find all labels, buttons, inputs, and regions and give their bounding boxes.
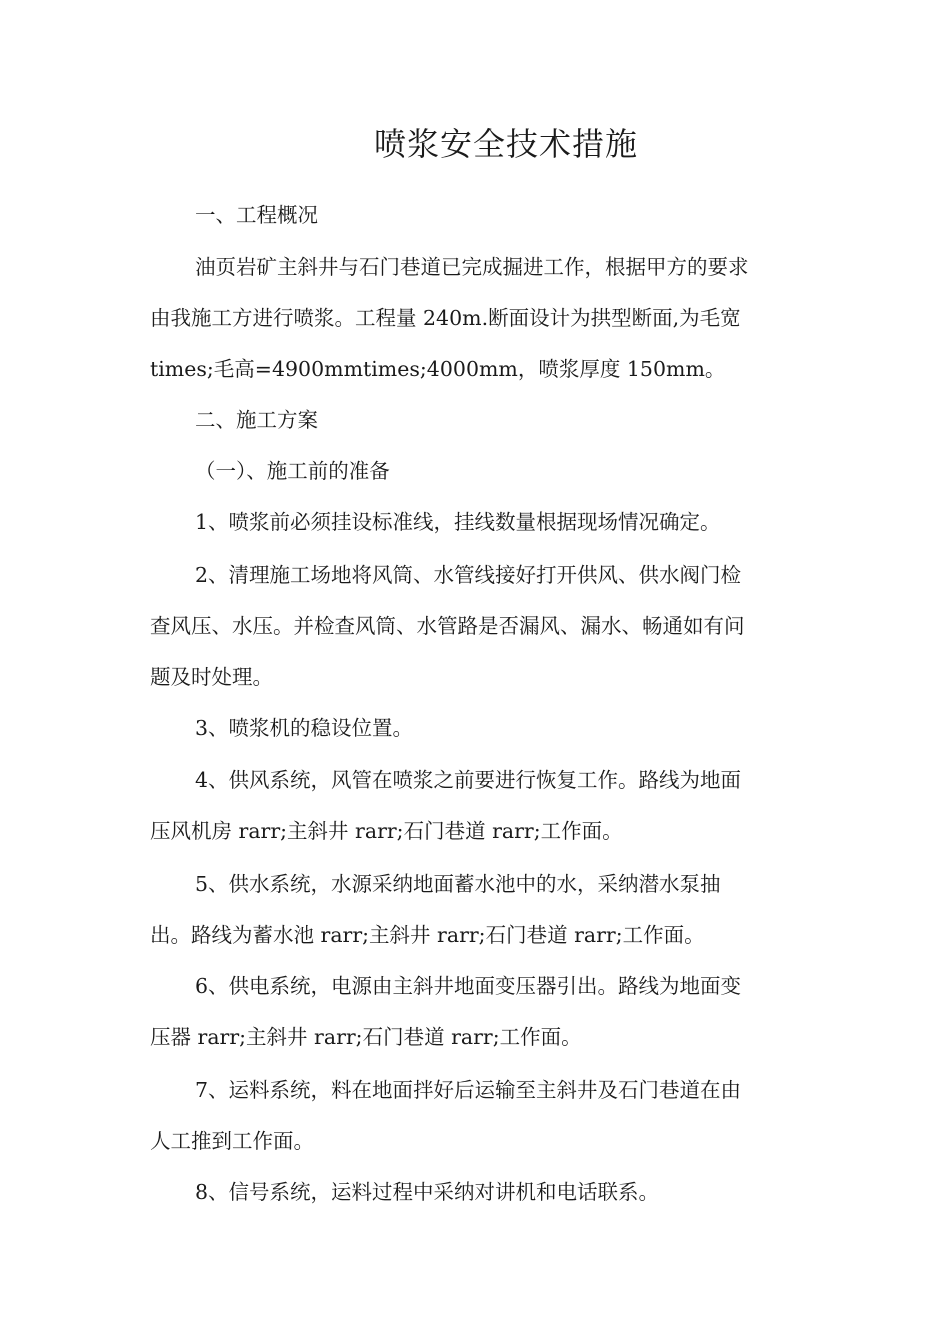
item-7-line-2: 人工推到工作面。 (150, 1129, 314, 1153)
overview-paragraph-line-3: times;毛高=4900mmtimes;4000mm，喷浆厚度 150mm。 (150, 357, 726, 381)
item-5-line-2: 出。路线为蓄水池 rarr;主斜井 rarr;石门巷道 rarr;工作面。 (150, 923, 705, 947)
section-heading-overview: 一、工程概况 (195, 203, 318, 227)
item-4-line-1: 4、供风系统，风管在喷浆之前要进行恢复工作。路线为地面 (195, 768, 742, 792)
item-6-line-2: 压器 rarr;主斜井 rarr;石门巷道 rarr;工作面。 (150, 1025, 582, 1049)
item-2-line-2: 查风压、水压。并检查风筒、水管路是否漏风、漏水、畅通如有问 (150, 614, 745, 638)
item-6-line-1: 6、供电系统，电源由主斜井地面变压器引出。路线为地面变 (195, 974, 742, 998)
document-title: 喷浆安全技术措施 (373, 125, 638, 163)
item-8-line-1: 8、信号系统，运料过程中采纳对讲机和电话联系。 (195, 1180, 660, 1204)
overview-paragraph-line-1: 油页岩矿主斜井与石门巷道已完成掘进工作，根据甲方的要求 (195, 255, 749, 279)
item-1-line-1: 1、喷浆前必须挂设标准线，挂线数量根据现场情况确定。 (195, 510, 721, 534)
item-7-line-1: 7、运料系统，料在地面拌好后运输至主斜井及石门巷道在由 (195, 1078, 742, 1102)
item-5-line-1: 5、供水系统，水源采纳地面蓄水池中的水，采纳潜水泵抽 (195, 872, 721, 896)
item-2-line-1: 2、清理施工场地将风筒、水管线接好打开供风、供水阀门检 (195, 563, 742, 587)
item-3-line-1: 3、喷浆机的稳设位置。 (195, 716, 414, 740)
item-4-line-2: 压风机房 rarr;主斜井 rarr;石门巷道 rarr;工作面。 (150, 819, 623, 843)
subsection-heading-preparation: （一）、施工前的准备 (195, 459, 390, 483)
section-heading-plan: 二、施工方案 (195, 408, 318, 432)
item-2-line-3: 题及时处理。 (150, 665, 273, 689)
overview-paragraph-line-2: 由我施工方进行喷浆。工程量 240m.断面设计为拱型断面,为毛宽 (150, 306, 741, 330)
